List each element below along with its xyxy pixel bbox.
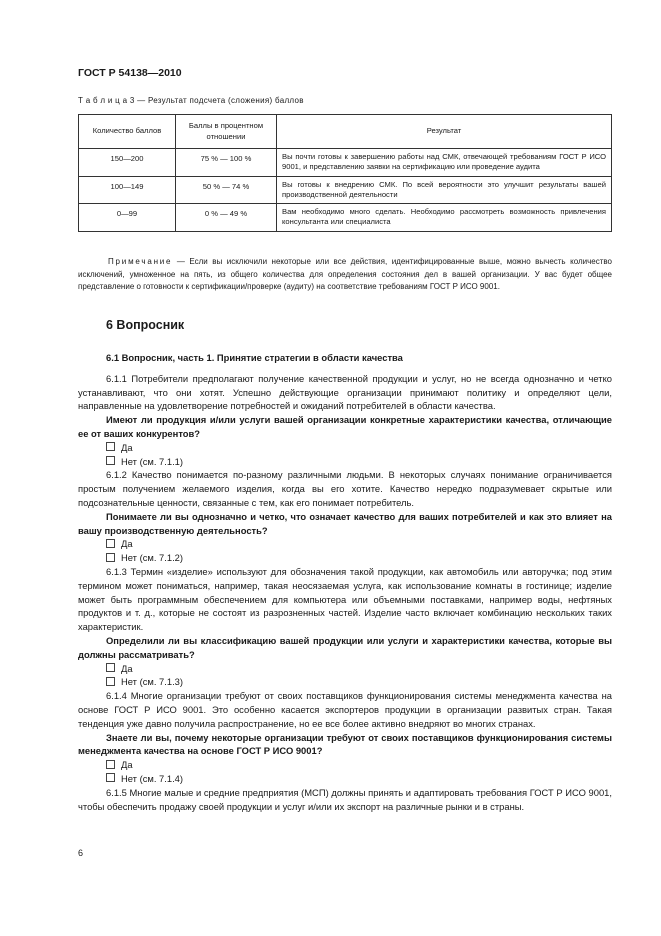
checkbox-icon[interactable] [106, 442, 115, 451]
body-paragraph: 6.1.3 Термин «изделие» используют для обозначения такой продукции, как автомобиль или авторучка; под этим термином может пониматься, например, такая неосязаемая услуга, как использование комнаты в гостинице; изделие может быть программным обеспечением для компьютера или объемными поставками, например воды, нефтяных продуктов и т. д., которые не состоят из разрозненных частей. Изделие часто включает комбинацию нескольких таких характеристик. [78, 565, 612, 633]
question-text: Понимаете ли вы однозначно и четко, что означает качество для ваших потребителей и как это влияет на вашу производственную деятельность? [78, 510, 612, 536]
answer-option [78, 537, 612, 551]
table-cell-points: 150—200 [79, 149, 176, 177]
body-paragraph: 6.1.4 Многие организации требуют от своих поставщиков функционирования системы менеджмента качества на основе ГОСТ Р ИСО 9001. Это особенно касается экспортеров продукции в организации развитых стран. Такая тенденция уже давно получила распространение, но ее все более активно внедряют во многих странах. [78, 690, 612, 729]
checkbox-icon[interactable] [106, 456, 115, 465]
table-cell-result: Вам необходимо много сделать. Необходимо рассмотреть возможность привлечения консультанта или специалиста [277, 204, 612, 232]
table-header-cell: Результат [277, 115, 612, 149]
body-paragraph: 6.1.1 Потребители предполагают получение качественной продукции и услуг, но не всегда однозначно и четко устанавливают, что они хотят. Успешно действующие организации принимают политику и определяют цели, направленные на удовлетворение потребностей и ожиданий потребителей в области качества. [78, 372, 612, 412]
answer-option [78, 662, 612, 676]
table-row [79, 176, 612, 204]
answer-label: Да [121, 759, 133, 771]
table-note [78, 256, 612, 294]
answer-label: Нет (см. 7.1.4) [121, 772, 184, 784]
checkbox-icon[interactable] [106, 773, 115, 782]
body-paragraph: 6.1.2 Качество понимается по-разному различными людьми. В некоторых случаях понимание ограничивается простым получением желаемого изделия, когда вы его хотите. Качество нередко подразумевает скрытые или подсознательные ценности, связанные с тем, как его понимает потребитель. [78, 469, 612, 508]
table-header-cell: Количество баллов [79, 115, 176, 149]
table-row [79, 204, 612, 232]
answer-option [78, 455, 612, 469]
document-header: ГОСТ Р 54138—2010 [78, 67, 182, 79]
section-body [78, 351, 612, 813]
question-text: Имеют ли продукция и/или услуги вашей организации конкретные характеристики качества, отличающие ее от ваших конкурентов? [78, 414, 612, 439]
note-label: Примечание [108, 257, 173, 266]
table-header-cell: Баллы в процентном отношении [176, 115, 277, 149]
checkbox-icon[interactable] [106, 553, 115, 562]
question-text: Знаете ли вы, почему некоторые организации требуют от своих поставщиков функционирования системы менеджмента качества на основе ГОСТ Р ИСО 9001? [78, 731, 612, 757]
questionnaire-content [78, 372, 612, 814]
answer-label: Да [121, 662, 133, 674]
table-header-row [79, 115, 612, 149]
checkbox-icon[interactable] [106, 677, 115, 686]
table-cell-points: 100—149 [79, 176, 176, 204]
table-cell-result: Вы почти готовы к завершению работы над СМК, отвечающей требованиям ГОСТ Р ИСО 9001, и представлению заявки на сертификацию или проведение аудита [277, 149, 612, 177]
checkbox-icon[interactable] [106, 663, 115, 672]
table-cell-percent: 0 % — 49 % [176, 204, 277, 232]
answer-option [78, 675, 612, 689]
checkbox-icon[interactable] [106, 539, 115, 548]
table-cell-percent: 75 % — 100 % [176, 149, 277, 177]
answer-label: Нет (см. 7.1.1) [121, 455, 184, 467]
answer-option [78, 772, 612, 786]
question-text: Определили ли вы классификацию вашей продукции или услуги и характеристики качества, которые вы должны рассматривать? [78, 634, 612, 660]
answer-option [78, 551, 612, 565]
table-cell-percent: 50 % — 74 % [176, 176, 277, 204]
answer-option [78, 441, 612, 455]
answer-option [78, 758, 612, 772]
table-cell-result: Вы готовы к внедрению СМК. По всей вероятности это улучшит результаты вашей производственной деятельности [277, 176, 612, 204]
section-title: 6 Вопросник [106, 318, 185, 332]
results-table [78, 114, 612, 232]
answer-label: Да [121, 441, 133, 453]
table-row [79, 149, 612, 177]
answer-label: Нет (см. 7.1.2) [121, 552, 184, 564]
table-cell-points: 0—99 [79, 204, 176, 232]
table-caption: Т а б л и ц а 3 — Результат подсчета (сложения) баллов [78, 96, 304, 105]
checkbox-icon[interactable] [106, 760, 115, 769]
answer-label: Нет (см. 7.1.3) [121, 676, 184, 688]
page-number: 6 [78, 848, 84, 858]
body-paragraph: 6.1.5 Многие малые и средние предприятия (МСП) должны принять и адаптировать требования ГОСТ Р ИСО 9001, чтобы обеспечить продажу своей продукции и услуг и/или их экспорт на различные рынки и в страны. [78, 786, 612, 812]
note-text: — Если вы исключили некоторые или все действия, идентифицированные выше, можно вычесть количество исключений, умноженное на пять, из общего количества для определения состояния дел в вашей организации. У вас будет общее представление о готовности к сертификации/проверке (аудиту) на соответствие требованиям ГОСТ Р ИСО 9001. [78, 257, 612, 291]
subsection-title: 6.1 Вопросник, часть 1. Принятие стратегии в области качества [106, 352, 403, 363]
answer-label: Да [121, 538, 133, 550]
